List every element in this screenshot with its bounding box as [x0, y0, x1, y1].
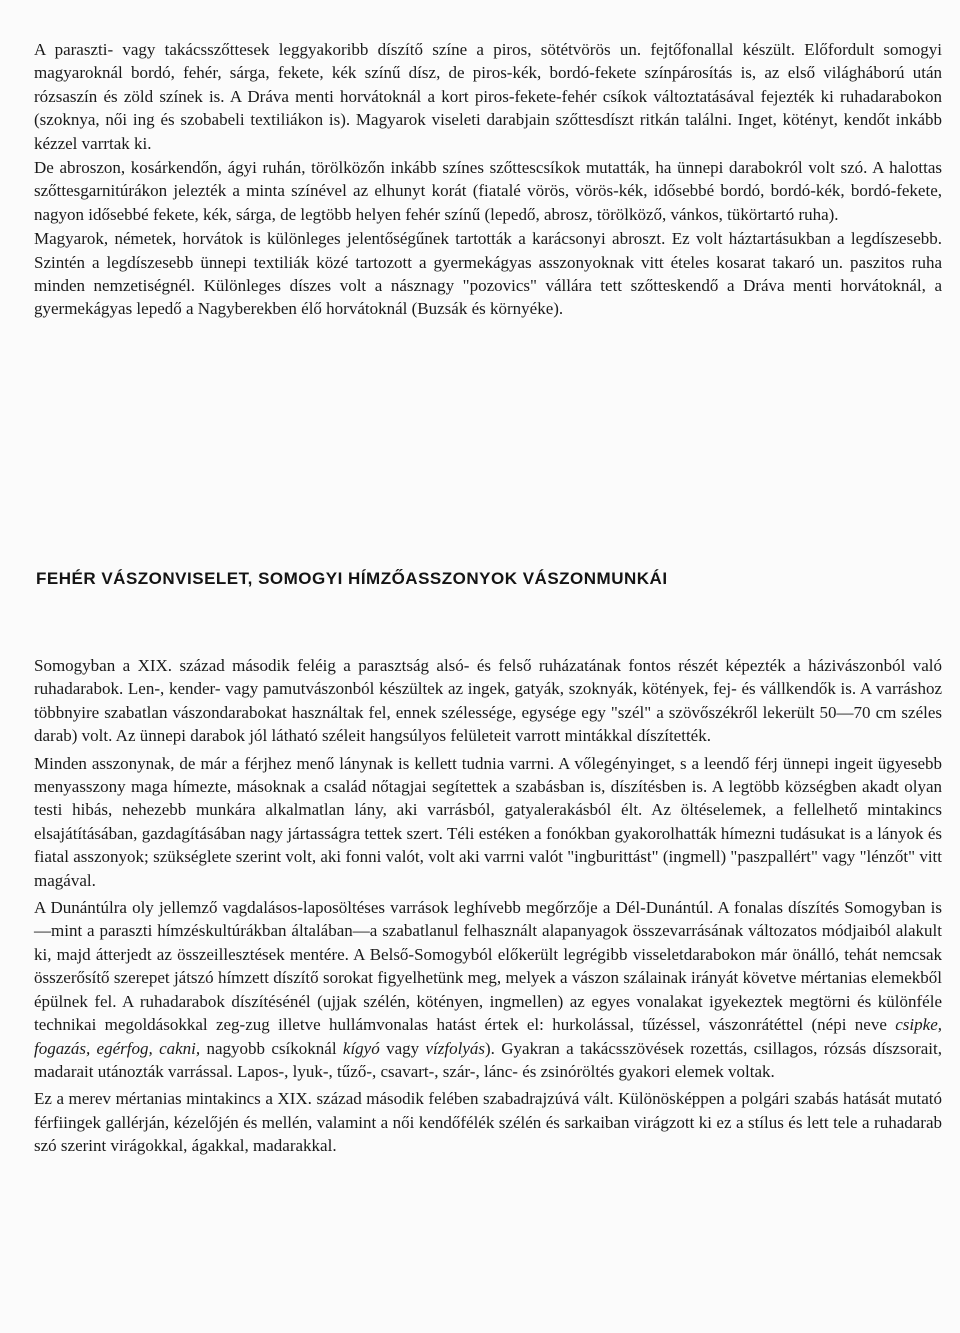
section-heading: FEHÉR VÁSZONVISELET, SOMOGYI HÍMZŐASSZONYOK VÁSZONMUNKÁI	[36, 569, 668, 588]
text-section-textile-colors	[34, 38, 942, 321]
text-run: A Dunántúlra oly jellemző vagdalásos-laposöltéses varrások leghívebb megőrzője a Dél-Dunántúl. A fonalas díszítés Somogyban is—mint a paraszti hímzéskultúrákban általában—a szabatlanul felhasznált alapanyagok összevarrásának változatos módjaiból alakult ki, majd átterjedt az összeillesztések mentére. A Belső-Somogyból előkerült legrégibb visseletdarabokon már önálló, tehát nemcsak összerősítő szerepet játszó hímzett díszítő sorokat figyelhetünk meg, melyek a vászon szálainak irányát követve mértanias elemekből épülnek fel. A ruhadarabok díszítésénél (ujjak szélén, kötényen, ingmellen) az egyes vonalakat igyekeztek megtörni és különféle technikai megoldásokkal zeg-zug illetve hullámvonalas hatást értek el: hurkolással, tűzéssel, vászonrátéttel (népi neve	[34, 898, 942, 1035]
text-run: vagy	[379, 1038, 426, 1058]
text-run: ). Gyakran a takácsszövések rozettás, csillagos, rózsás díszsorait, madarait utánozták varrással. Lapos-, lyuk-, tűző-, csavart-, szár-, lánc- és zsinóröltés gyakori elemek voltak.	[34, 1038, 942, 1081]
text-section-embroidery	[34, 654, 942, 1158]
paragraph: Magyarok, németek, horvátok is különleges jelentőségűnek tartották a karácsonyi abroszt. Ez volt háztartásukban a legdíszesebb. Szintén a legdíszesebb ünnepi textiliák közé tartozott a gyermekágyas asszonyoknak vitt ételes kosarat takaró un. paszitos ruha minden nemzetiségnél. Különleges díszes volt a násznagy "pozovics" vállára tett szőtteskendő a Dráva menti horvátoknál, a gyermekágyas lepedő a Nagyberekben élő horvátoknál (Buzsák és környéke).	[34, 229, 942, 319]
paragraph: Somogyban a XIX. század második feléig a parasztság alsó- és felső ruházatának fontos részét képezték a házivászonból való ruhadarabok. Len-, kender- vagy pamutvászonból készültek az ingek, gatyák, szoknyák, kötények, fej- és vállkendők is. A varráshoz többnyire szabatlan vászondarabokat használtak fel, ennek szélessége, egysége egy "szél" a szövőszékről lekerült 50—70 cm széles darab) volt. Az ünnepi darabok jól látható széleit hangsúlyos felületeit varrott mintákkal díszítették.	[34, 656, 942, 746]
paragraph: Ez a merev mértanias mintakincs a XIX. század második felében szabadrajzúvá vált. Különösképpen a polgári szabás hatását mutató férfiingek gallérján, kézelőjén és mellén, valamint a női kendőfélék szélén és sarkaiban virágzott ki ez a stílus és lett tele a ruhadarab szó szerint virágokkal, ágakkal, madarakkal.	[34, 1089, 942, 1156]
paragraph	[34, 896, 942, 1083]
italic-term: vízfolyás	[425, 1038, 485, 1058]
paragraph: De abroszon, kosárkendőn, ágyi ruhán, törölközőn inkább színes szőttescsíkok mutatták, ha ünnepi darabokról volt szó. A halottas szőttesgarnitúrákon jelezték a minta színével az elhunyt korát (fiatalé vörös, vörös-kék, idősebbé bordó, bordó-kék, bordó-fekete, nagyon idősebbé fekete, kék, sárga, de legtöbb helyen fehér színű (lepedő, abrosz, törölköző, vánkos, tükörtartó ruha).	[34, 158, 942, 224]
italic-term: csipke, fogazás, egérfog, cakni,	[34, 1015, 942, 1058]
paragraph: Minden asszonynak, de már a férjhez menő lánynak is kellett tudnia varrni. A vőlegényinget, s a leendő férj ünnepi ingeit ügyesebb menyasszony maga hímezte, másoknak a család nőtagjai segítettek a szabásban is, díszítésben is. A legtöbb községben akadt olyan testi hibás, nehezebb munkára alkalmatlan lány, aki varrásból, gatyalerakásból élt. Az öltéselemek, a fellelhető mintakincs elsajátításában, gazdagításában nagy jártasságra tettek szert. Téli estéken a fonókban gyakorolhatták hímezni tudásukat is a lányok és fiatal asszonyok; szükséglete szerint volt, aki fonni valót, volt aki varrni valót "ingburittást" (ingmell) "paszpallért" vagy "lénzőt" vitt magával.	[34, 753, 942, 890]
italic-term: kígyó	[342, 1038, 380, 1058]
paragraph: A paraszti- vagy takácsszőttesek leggyakoribb díszítő színe a piros, sötétvörös un. fejtőfonallal készült. Előfordult somogyi magyaroknál bordó, fehér, sárga, fekete, kék színű dísz, de piros-kék, bordó-fekete színpárosítás is, az első világháború után rózsaszín és zöld színek is. A Dráva menti horvátoknál a kort piros-fekete-fehér csíkok változtatásával fejezték ki ruhadarabokon (szoknya, női ing és szobabeli textiliákon is). Magyarok viseleti darabjain szőttesdíszt ritkán találni. Inget, kötényt, kendőt inkább kézzel varrtak ki.	[34, 40, 942, 153]
text-run: nagyobb csíkoknál	[200, 1038, 343, 1058]
